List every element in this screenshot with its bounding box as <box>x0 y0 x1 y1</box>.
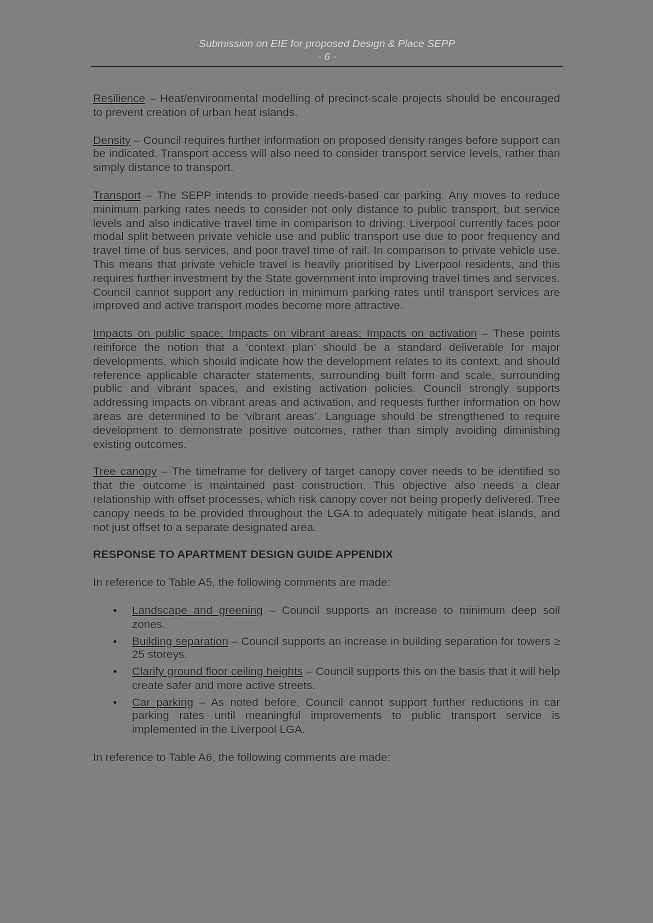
list-item <box>93 697 560 738</box>
list-item <box>93 636 560 664</box>
term-label: Density <box>93 134 131 147</box>
bullet-icon: • <box>113 604 117 617</box>
term-text: – These points reinforce the notion that a ‘context plan’ should be a standard deliverable for major developments, which should indicate how the development relates to its context, and should reference applicable character statements, surrounding built form and scale, surrounding public and vibrant spaces, and existing activation policies. Council strongly supports addressing impacts on vibrant areas and activation, and requests further information on how areas are determined to be ‘vibrant areas’. Language should be strengthened to require development to demonstrate positive outcomes, rather than simply avoiding diminishing existing outcomes. <box>93 328 560 451</box>
header-divider <box>91 66 563 67</box>
term-text: – Heat/environmental modelling of precinct-scale projects should be encouraged to prevent creation of urban heat islands. <box>93 93 560 119</box>
document-body <box>93 93 560 780</box>
section-heading: RESPONSE TO APARTMENT DESIGN GUIDE APPENDIX <box>93 549 394 562</box>
term-label: Landscape and greening <box>132 604 263 617</box>
page-header <box>91 38 563 64</box>
term-label: Building separation <box>132 635 229 648</box>
term-label: Transport <box>93 189 141 202</box>
paragraph-resilience <box>93 93 560 121</box>
term-text: – The SEPP intends to provide needs-based car parking. Any moves to reduce minimum parking rates needs to consider not only distance to public transport, but service levels and also indicative travel time in comparison to driving. Liverpool currently faces poor modal split between private vehicle use and public transport use due to poor frequency and travel time of bus services, and poor travel time of rail. In comparison to private vehicle use. This means that private vehicle travel is heavily prioritised by Liverpool residents, and this requires further investment by the State government into improving travel times and services. Council cannot support any reduction in minimum parking rates until transport services are improved and active transport modes become more attractive. <box>93 189 560 313</box>
term-label: Car parking <box>132 696 194 709</box>
intro-table-a6: In reference to Table A6, the following comments are made: <box>93 752 391 765</box>
bullet-icon: • <box>113 696 117 709</box>
list-item <box>93 666 560 694</box>
term-text: – Council supports an increase in building separation for towers ≥ 25 storeys. <box>132 635 560 662</box>
term-label: Resilience <box>93 93 146 105</box>
bullet-icon: • <box>113 635 117 648</box>
term-text: – Council supports an increase to minimum deep soil zones. <box>132 604 560 631</box>
header-title: Submission on EIE for proposed Design & Place SEPP <box>198 38 456 50</box>
paragraph-impacts <box>93 328 560 452</box>
bullet-list-a5 <box>93 605 560 738</box>
term-text: – Council requires further information on proposed density ranges before support can be indicated. Transport access will also need to consider transport service levels, rather than simply distance to transport. <box>93 134 560 175</box>
term-text: – The timeframe for delivery of target canopy cover needs to be identified so that the outcome is maintained past construction. This objective also needs a clear relationship with offset processes, which risk canopy cover not being properly delivered. Tree canopy needs to be provided throughout the LGA to adequately mitigate heat islands, and not just offset to a separate designated area. <box>93 466 560 534</box>
term-label: Tree canopy <box>93 466 157 479</box>
term-label: Clarify ground floor ceiling heights <box>132 666 303 679</box>
list-item <box>93 605 560 633</box>
paragraph-transport <box>93 190 560 314</box>
bullet-icon: • <box>113 666 117 679</box>
page-number: - 6 - <box>317 51 337 63</box>
paragraph-tree-canopy <box>93 466 560 535</box>
term-text: – Council supports this on the basis that it will help create safer and more active streets. <box>132 666 561 692</box>
paragraph-density <box>93 135 560 176</box>
intro-table-a5: In reference to Table A5, the following comments are made: <box>93 577 391 590</box>
term-label: Impacts on public space; Impacts on vibrant areas; Impacts on activation <box>93 328 477 341</box>
term-text: – As noted before, Council cannot support further reductions in car parking rates until meaningful improvements to public transport service is implemented in the Liverpool LGA. <box>132 696 560 737</box>
